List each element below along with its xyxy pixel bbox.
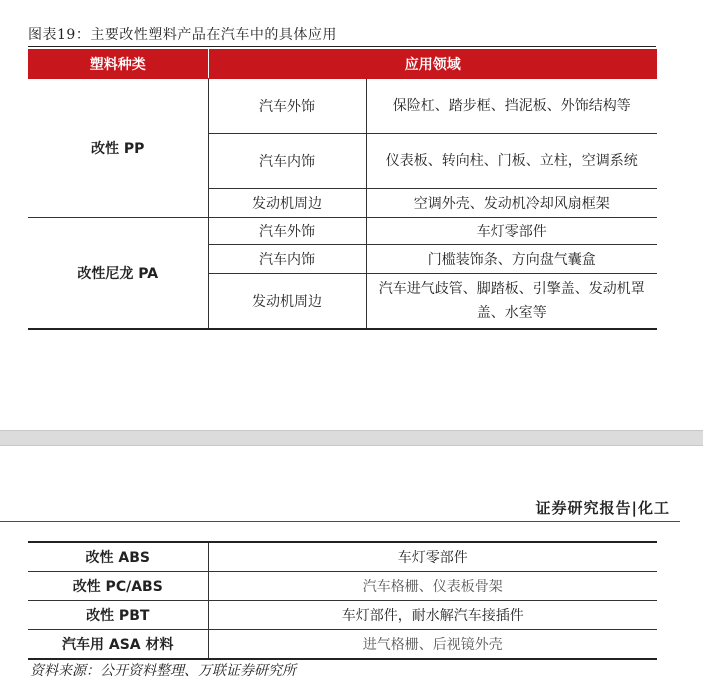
- page-2: [0, 446, 703, 683]
- application-cell: 门槛装饰条、方向盘气囊盒: [366, 245, 657, 274]
- application-table-2: [28, 541, 657, 660]
- application-cell: 车灯部件，耐水解汽车接插件: [208, 601, 657, 630]
- figure-title: 图表19：主要改性塑料产品在汽车中的具体应用: [28, 27, 337, 43]
- material-cell: 改性 ABS: [28, 542, 208, 572]
- material-cell: 改性 PBT: [28, 601, 208, 630]
- material-cell: 改性尼龙 PA: [28, 218, 208, 330]
- table-row: [28, 542, 657, 572]
- table-row: [28, 79, 657, 134]
- area-cell: 汽车外饰: [208, 79, 366, 134]
- application-cell: 仪表板、转向柱、门板、立柱，空调系统: [366, 134, 657, 189]
- title-rule: [28, 46, 656, 47]
- header-application-field: 应用领域: [208, 50, 657, 79]
- table-row: [28, 572, 657, 601]
- material-cell: 改性 PP: [28, 79, 208, 218]
- area-cell: 汽车内饰: [208, 134, 366, 189]
- application-cell: 保险杠、踏步框、挡泥板、外饰结构等: [366, 79, 657, 134]
- header-rule: [0, 521, 680, 522]
- application-cell: 汽车进气歧管、脚踏板、引擎盖、发动机罩盖、水室等: [366, 274, 657, 330]
- header-material-type: 塑料种类: [28, 50, 208, 79]
- application-cell: 空调外壳、发动机冷却风扇框架: [366, 189, 657, 218]
- application-table-1: [28, 49, 657, 330]
- application-cell: 进气格栅、后视镜外壳: [208, 630, 657, 660]
- material-cell: 汽车用 ASA 材料: [28, 630, 208, 660]
- area-cell: 汽车外饰: [208, 218, 366, 245]
- area-cell: 发动机周边: [208, 189, 366, 218]
- source-note: 资料来源：公开资料整理、万联证券研究所: [30, 663, 296, 679]
- application-cell: 汽车格栅、仪表板骨架: [208, 572, 657, 601]
- table-row: [28, 218, 657, 245]
- area-cell: 发动机周边: [208, 274, 366, 330]
- report-header: 证券研究报告|化工: [535, 499, 670, 517]
- table-header-row: [28, 50, 657, 79]
- material-cell: 改性 PC/ABS: [28, 572, 208, 601]
- application-cell: 车灯零部件: [208, 542, 657, 572]
- table-row: [28, 630, 657, 660]
- page-gap: [0, 430, 703, 446]
- application-cell: 车灯零部件: [366, 218, 657, 245]
- area-cell: 汽车内饰: [208, 245, 366, 274]
- table-row: [28, 601, 657, 630]
